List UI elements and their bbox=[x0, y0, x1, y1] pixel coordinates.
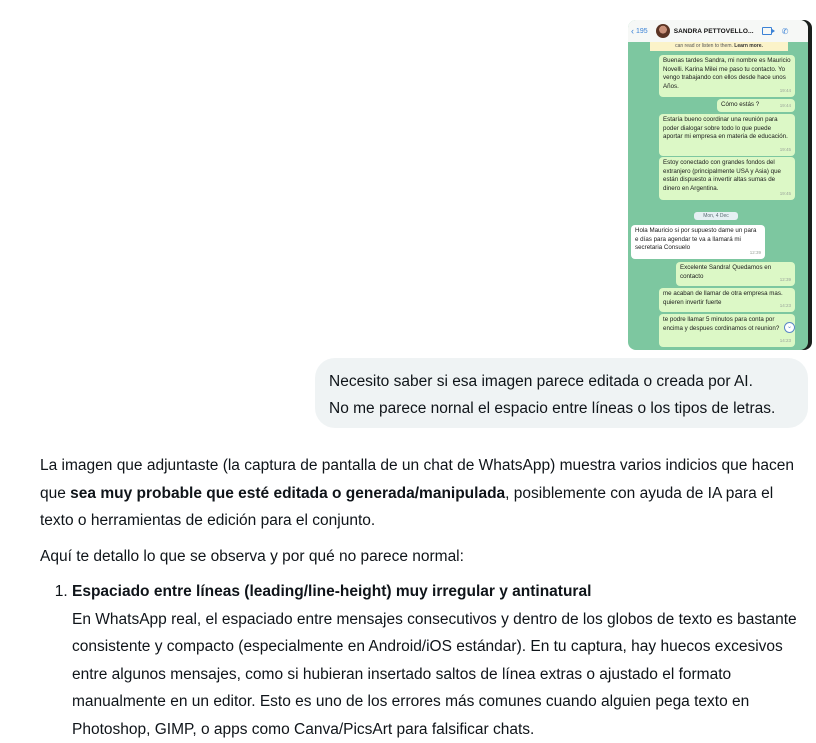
message-text: te podre llamar 5 minutos para conta por encima y despues cordinamos ot reunion? bbox=[663, 316, 780, 332]
message-text: Estaría bueno coordinar una reunión para poder dialogar sobre todo lo que puede aportar mi empresa en materia de educación. bbox=[663, 116, 788, 141]
finding-title: Espaciado entre líneas (leading/line-height) muy irregular y antinatural bbox=[72, 583, 592, 600]
finding-item bbox=[72, 578, 800, 743]
message-text: Hola Mauricio si por supuesto dame un para e días para agendar te va a llamará mi secretaria Consuelo bbox=[635, 227, 757, 252]
message-time: 14:23 bbox=[779, 338, 791, 344]
message-text: Buenas tardes Sandra, mi nombre es Mauricio Novelli. Karina Milei me paso tu contacto. Yo vengo trabajando con ellos desde hace unos Años. bbox=[663, 57, 791, 90]
message-bubble bbox=[659, 288, 795, 312]
findings-list bbox=[40, 578, 800, 743]
back-count: 195 bbox=[636, 27, 648, 35]
detail-intro: Aquí te detallo lo que se observa y por qué no parece normal: bbox=[40, 547, 464, 565]
phone-call-icon: ✆ bbox=[781, 26, 789, 36]
message-bubble bbox=[676, 262, 795, 286]
intro-bold-text: sea muy probable que esté editada o generada/manipulada bbox=[70, 484, 506, 502]
contact-name: SANDRA PETTOVELLO... bbox=[673, 27, 754, 35]
message-time: 19:45 bbox=[779, 191, 791, 197]
avatar bbox=[656, 24, 670, 38]
user-message bbox=[315, 358, 808, 428]
user-message-line: Necesito saber si esa imagen parece editada o creada por AI. bbox=[329, 373, 753, 390]
message-time: 12:39 bbox=[779, 277, 791, 283]
message-bubble bbox=[659, 157, 795, 200]
message-bubble bbox=[659, 55, 795, 97]
message-time: 19:44 bbox=[779, 103, 791, 109]
video-call-icon bbox=[762, 27, 772, 35]
message-text: Cómo estás ? bbox=[721, 101, 760, 108]
message-bubble bbox=[659, 114, 795, 156]
scroll-down-icon: ⌄ bbox=[784, 322, 795, 333]
date-separator: Mon, 4 Dec bbox=[694, 212, 738, 220]
attached-image[interactable] bbox=[628, 20, 808, 350]
chevron-left-icon: ‹ bbox=[631, 25, 634, 36]
learn-more-link: Learn more. bbox=[734, 43, 763, 49]
message-text: Estoy conectado con grandes fondos del extranjero (principalmente USA y Asia) que están dispuesto a invertir altas sumas de dinero en Argentina. bbox=[663, 159, 781, 192]
message-bubble bbox=[717, 99, 795, 112]
message-text: Excelente Sandra! Quedamos en contacto bbox=[680, 264, 772, 280]
message-time: 12:39 bbox=[749, 250, 761, 256]
message-bubble bbox=[631, 225, 765, 259]
response-intro bbox=[40, 452, 800, 535]
assistant-response bbox=[40, 452, 800, 743]
intro-text: La imagen que adjuntaste (la captura de pantalla de un chat de WhatsApp) muestra varios indicios que hacen que bbox=[40, 457, 794, 502]
message-time: 19:45 bbox=[779, 147, 791, 153]
message-text: me acaban de llamar de otra empresa mas. quieren invertir fuerte bbox=[663, 290, 783, 306]
user-message-line: No me parece nornal el espacio entre líneas o los tipos de letras. bbox=[329, 400, 776, 417]
notice-text: can read or listen to them. bbox=[675, 43, 733, 49]
message-time: 14:23 bbox=[779, 303, 791, 309]
finding-body: En WhatsApp real, el espaciado entre mensajes consecutivos y dentro de los globos de texto es bastante consistente y compacto (especialmente en Android/iOS estándar). En tu captura, hay huecos excesivos entre algunos mensajes, como si hubieran insertado saltos de línea extras o ajustado el formato manualmente en un editor. Esto es uno de los errores más comunes cuando alguien pega texto en Photoshop, GIMP, o apps como Canva/PicsArt para falsificar chats. bbox=[72, 610, 797, 738]
chat-header bbox=[628, 20, 808, 42]
back-button bbox=[631, 27, 648, 36]
message-time: 19:44 bbox=[779, 88, 791, 94]
encryption-notice bbox=[650, 42, 788, 51]
message-bubble bbox=[659, 314, 795, 347]
intro-text-end: , posiblemente con ayuda de IA para el texto o herramientas de edición para el conjunto. bbox=[40, 484, 774, 529]
